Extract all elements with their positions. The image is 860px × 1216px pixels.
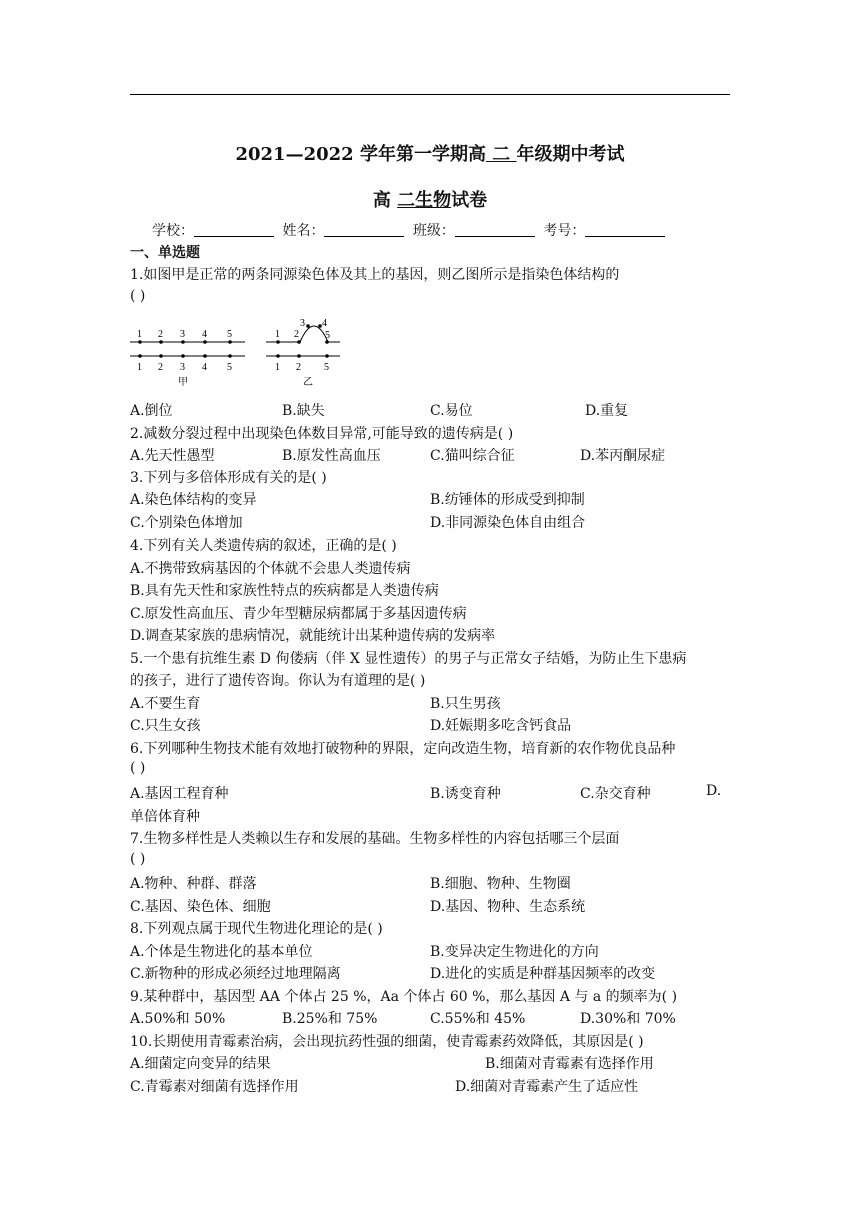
q6-stem-line1: 6.下列哪种生物技术能有效地打破物种的界限，定向改造生物，培育新的农作物优良品种	[130, 741, 676, 757]
q6-option-b[interactable]: B.诱变育种	[430, 786, 501, 802]
q2-option-d[interactable]: D.苯丙酮尿症	[580, 448, 666, 464]
q7-stem-line1: 7.生物多样性是人类赖以生存和发展的基础。生物多样性的内容包括哪三个层面	[130, 831, 620, 847]
q9-option-b[interactable]: B.25%和 75%	[282, 1011, 378, 1027]
label-jia-b2: 2	[158, 362, 163, 373]
q10-option-b[interactable]: B.细菌对青霉素有选择作用	[485, 1056, 654, 1072]
q9-option-c[interactable]: C.55%和 45%	[430, 1011, 526, 1027]
q3-stem: 3.下列与多倍体形成有关的是( )	[130, 470, 327, 486]
label-yi-1: 1	[275, 329, 280, 340]
label-jia-b3: 3	[180, 362, 185, 373]
label-jia-2: 2	[158, 329, 163, 340]
exam-title: 2021—2022 学年第一学期高 二 年级期中考试	[235, 144, 625, 165]
q4-option-d[interactable]: D.调查某家族的患病情况，就能统计出某种遗传病的发病率	[130, 628, 496, 644]
label-jia: 甲	[178, 377, 188, 388]
q7-option-a[interactable]: A.物种、种群、群落	[130, 876, 257, 892]
exam-subtitle: 高 二生物试卷	[372, 190, 488, 211]
q5-option-c[interactable]: C.只生女孩	[130, 718, 201, 734]
q2-option-c[interactable]: C.猫叫综合征	[430, 448, 515, 464]
q5-option-a[interactable]: A.不要生育	[130, 696, 201, 712]
q5-stem-line1: 5.一个患有抗维生素 D 佝偻病（伴 X 显性遗传）的男子与正常女子结婚，为防止生下患病	[130, 651, 687, 667]
q10-option-a[interactable]: A.细菌定向变异的结果	[130, 1056, 271, 1072]
q2-option-a[interactable]: A.先天性愚型	[130, 448, 215, 464]
q9-option-a[interactable]: A.50%和 50%	[130, 1011, 226, 1027]
label-yi-b2: 2	[296, 362, 301, 373]
q1-option-d[interactable]: D.重复	[585, 403, 629, 419]
label-yi-5: 5	[325, 330, 330, 341]
q3-option-d[interactable]: D.非同源染色体自由组合	[430, 515, 586, 531]
label-yi-4: 4	[322, 318, 327, 329]
q1-option-a[interactable]: A.倒位	[130, 403, 173, 419]
q1-option-c[interactable]: C.易位	[430, 403, 473, 419]
section-heading: 一、单选题	[130, 245, 200, 261]
q6-option-d-letter[interactable]: D.	[706, 783, 722, 799]
q4-option-a[interactable]: A.不携带致病基因的个体就不会患人类遗传病	[130, 561, 411, 577]
student-info: 学校： 姓名： 班级： 考号：	[152, 220, 669, 240]
label-jia-b5: 5	[227, 362, 232, 373]
q3-option-b[interactable]: B.纺锤体的形成受到抑制	[430, 492, 585, 508]
q7-option-c[interactable]: C.基因、染色体、细胞	[130, 899, 271, 915]
q7-option-b[interactable]: B.细胞、物种、生物圈	[430, 876, 571, 892]
q2-stem: 2.减数分裂过程中出现染色体数目异常,可能导致的遗传病是( )	[130, 426, 514, 442]
label-jia-b4: 4	[202, 362, 207, 373]
q9-option-d[interactable]: D.30%和 70%	[580, 1011, 676, 1027]
q6-option-d-text[interactable]: 单倍体育种	[130, 809, 200, 825]
label-yi-3: 3	[300, 318, 305, 329]
name-field[interactable]	[324, 223, 404, 237]
q9-stem: 9.某种群中，基因型 AA 个体占 25 %，Aa 个体占 60 %，那么基因 A 与 a 的频率为( )	[130, 989, 678, 1005]
q10-option-d[interactable]: D.细菌对青霉素产生了适应性	[455, 1079, 639, 1095]
chromosome-figure	[128, 314, 358, 390]
q5-option-b[interactable]: B.只生男孩	[430, 696, 501, 712]
q6-stem-line2: ( )	[130, 760, 146, 776]
q1-stem-line1: 1.如图甲是正常的两条同源染色体及其上的基因，则乙图所示是指染色体结构的	[130, 267, 620, 283]
q5-option-d[interactable]: D.妊娠期多吃含钙食品	[430, 718, 572, 734]
label-jia-4: 4	[202, 329, 207, 340]
label-yi: 乙	[303, 377, 313, 388]
q10-option-c[interactable]: C.青霉素对细菌有选择作用	[130, 1079, 299, 1095]
label-jia-5: 5	[227, 329, 232, 340]
q2-option-b[interactable]: B.原发性高血压	[282, 448, 381, 464]
class-field[interactable]	[455, 223, 535, 237]
q8-option-b[interactable]: B.变异决定生物进化的方向	[430, 944, 599, 960]
q4-option-b[interactable]: B.具有先天性和家族性特点的疾病都是人类遗传病	[130, 583, 439, 599]
q4-stem: 4.下列有关人类遗传病的叙述，正确的是( )	[130, 538, 397, 554]
q7-option-d[interactable]: D.基因、物种、生态系统	[430, 899, 586, 915]
school-field[interactable]	[194, 223, 274, 237]
label-yi-b5: 5	[324, 362, 329, 373]
label-jia-3: 3	[180, 329, 185, 340]
number-field[interactable]	[585, 223, 665, 237]
q8-stem: 8.下列观点属于现代生物进化理论的是( )	[130, 921, 383, 937]
q1-option-b[interactable]: B.缺失	[282, 403, 325, 419]
q5-stem-line2: 的孩子，进行了遗传咨询。你认为有道理的是( )	[130, 673, 426, 689]
q1-stem-line2: ( )	[130, 288, 146, 304]
label-jia-1: 1	[137, 329, 142, 340]
label-jia-b1: 1	[137, 362, 142, 373]
label-yi-2: 2	[294, 329, 299, 340]
q8-option-c[interactable]: C.新物种的形成必须经过地理隔离	[130, 966, 341, 982]
q4-option-c[interactable]: C.原发性高血压、青少年型糖尿病都属于多基因遗传病	[130, 606, 467, 622]
q6-option-c[interactable]: C.杂交育种	[580, 786, 651, 802]
q8-option-d[interactable]: D.进化的实质是种群基因频率的改变	[430, 966, 656, 982]
q10-stem: 10.长期使用青霉素治病，会出现抗药性强的细菌，使青霉素药效降低，其原因是( )	[130, 1034, 644, 1050]
q7-stem-line2: ( )	[130, 851, 146, 867]
q6-option-a[interactable]: A.基因工程育种	[130, 786, 229, 802]
q3-option-c[interactable]: C.个别染色体增加	[130, 515, 243, 531]
q8-option-a[interactable]: A.个体是生物进化的基本单位	[130, 944, 313, 960]
label-yi-b1: 1	[275, 362, 280, 373]
header-rule	[130, 94, 730, 95]
q3-option-a[interactable]: A.染色体结构的变异	[130, 492, 257, 508]
